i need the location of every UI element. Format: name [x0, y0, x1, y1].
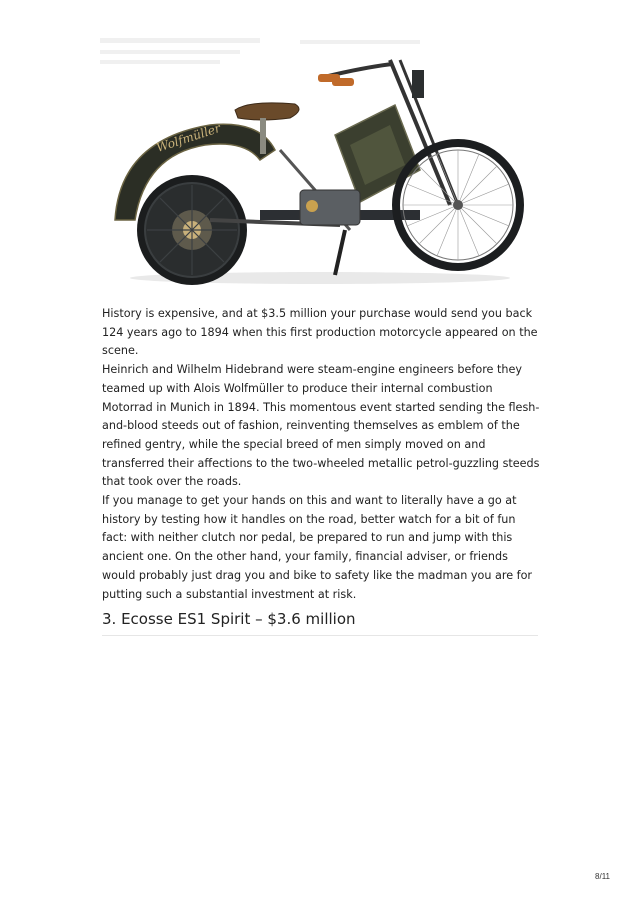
- page-number: 8/11: [595, 872, 610, 881]
- fender-script: Wolfmüller: [154, 120, 223, 155]
- section-heading: 3. Ecosse ES1 Spirit – $3.6 million: [102, 610, 538, 636]
- article-body: [102, 305, 542, 604]
- motorcycle-photo: [100, 30, 538, 292]
- paragraph-history-price: History is expensive, and at $3.5 million your purchase would send you back 124 years ago to 1894 when this first production motorcycle appeared on the scene.: [102, 307, 538, 358]
- paragraph-hildebrand: Heinrich and Wilhelm Hidebrand were steam-engine engineers before they teamed up with Alois Wolfmüller to produce their internal combustion Motorrad in Munich in 1894. This momentous event started sending the flesh-and-blood steeds out of fashion, reinventing themselves as emblem of the refined gentry, while the special breed of men simply moved on and transferred their affections to the two-wheeled metallic petrol-guzzling steeds that took over the roads.: [102, 363, 540, 489]
- paragraph-test-ride: If you manage to get your hands on this and want to literally have a go at history by testing how it handles on the road, better watch for a bit of fun fact: with neither clutch nor pedal, be prepared to run and jump with this ancient one. On the other hand, your family, financial adviser, or friends would probably just drag you and bike to safety like the madman you are for putting such a substantial investment at risk.: [102, 494, 533, 601]
